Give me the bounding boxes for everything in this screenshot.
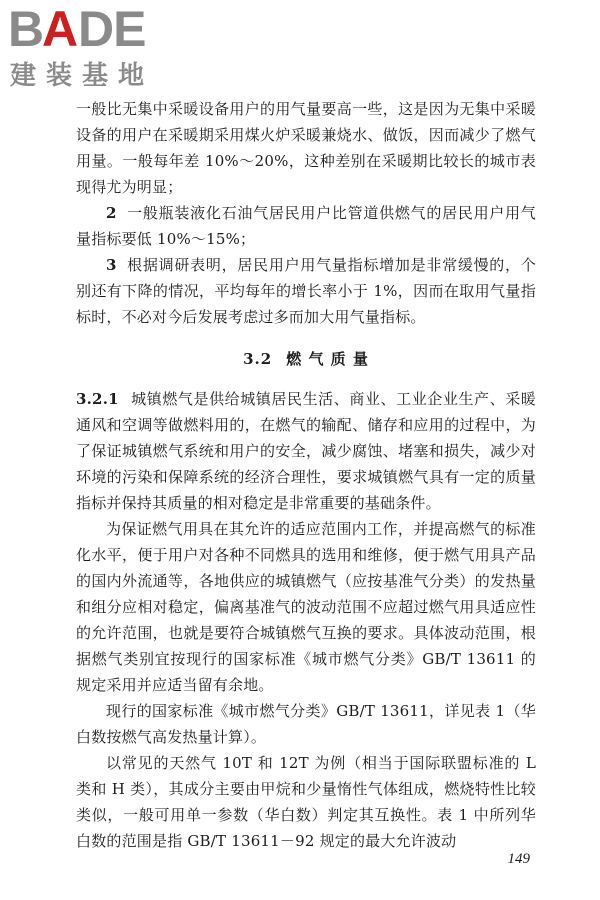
clause-number: 3.2.1	[76, 390, 119, 408]
clause-paragraph-3: 现行的国家标准《城市燃气分类》GB/T 13611，详见表 1（华白数按燃气高发热量计算）。	[76, 702, 536, 746]
section-heading	[76, 346, 536, 372]
svg-text:A: A	[42, 2, 79, 57]
logo-brand-text: B	[8, 2, 44, 57]
item-text: 根据调研表明，居民用户用气量指标增加是非常缓慢的，个别还有下降的情况，平均每年的增长率小于 1%，因而在取用气量指标时，不必对今后发展考虑过多而加大用气量指标。	[76, 256, 536, 326]
item-number: 3	[106, 256, 117, 274]
logo-subtitle-text: 建装基地	[10, 61, 155, 90]
document-body	[76, 96, 536, 854]
paragraph-intro: 一般比无集中采暖设备用户的用气量要高一些，这是因为无集中采暖设备的用户在采暖期采用煤火炉采暖兼烧水、做饭，因而减少了燃气用量。一般每年差 10%～20%，这种差别在采暖期比较长的城市表现得尤为明显；	[76, 100, 536, 196]
clause-paragraph-4: 以常见的天然气 10T 和 12T 为例（相当于国际联盟标准的 L 类和 H 类），其成分主要由甲烷和少量惰性气体组成，燃烧特性比较类似，一般可用单一参数（华白数）判定其互换性。表 1 中所列华白数的范围是指 GB/T 13611－92 规定的最大允许波动	[76, 754, 536, 850]
paragraph-item-3	[76, 252, 536, 330]
section-number: 3.2	[243, 350, 273, 368]
clause-paragraph-2: 为保证燃气用具在其允许的适应范围内工作，并提高燃气的标准化水平，便于用户对各种不同燃具的选用和维修，便于燃气用具产品的国内外流通等，各地供应的城镇燃气（应按基准气分类）的发热量和组分应相对稳定，偏离基准气的波动范围不应超过燃气用具适应性的允许范围，也就是要符合城镇燃气互换的要求。具体波动范围，根据燃气类别宜按现行的国家标准《城市燃气分类》GB/T 13611 的规定采用并应适当留有余地。	[76, 520, 536, 694]
svg-text:DE: DE	[78, 2, 146, 57]
section-title: 燃 气 质 量	[286, 350, 369, 368]
paragraph-item-2	[76, 200, 536, 252]
bade-logo	[6, 2, 176, 90]
item-text: 一般瓶装液化石油气居民用户比管道供燃气的居民用户用气量指标要低 10%～15%；	[76, 204, 536, 248]
page-number: 149	[507, 851, 530, 867]
item-number: 2	[106, 204, 117, 222]
clause-text: 城镇燃气是供给城镇居民生活、商业、工业企业生产、采暖通风和空调等做燃料用的，在燃气的输配、储存和应用的过程中，为了保证城镇燃气系统和用户的安全，减少腐蚀、堵塞和损失，减少对环境的污染和保障系统的经济合理性，要求城镇燃气具有一定的质量指标并保持其质量的相对稳定是非常重要的基础条件。	[76, 390, 536, 512]
clause-3-2-1	[76, 386, 536, 516]
